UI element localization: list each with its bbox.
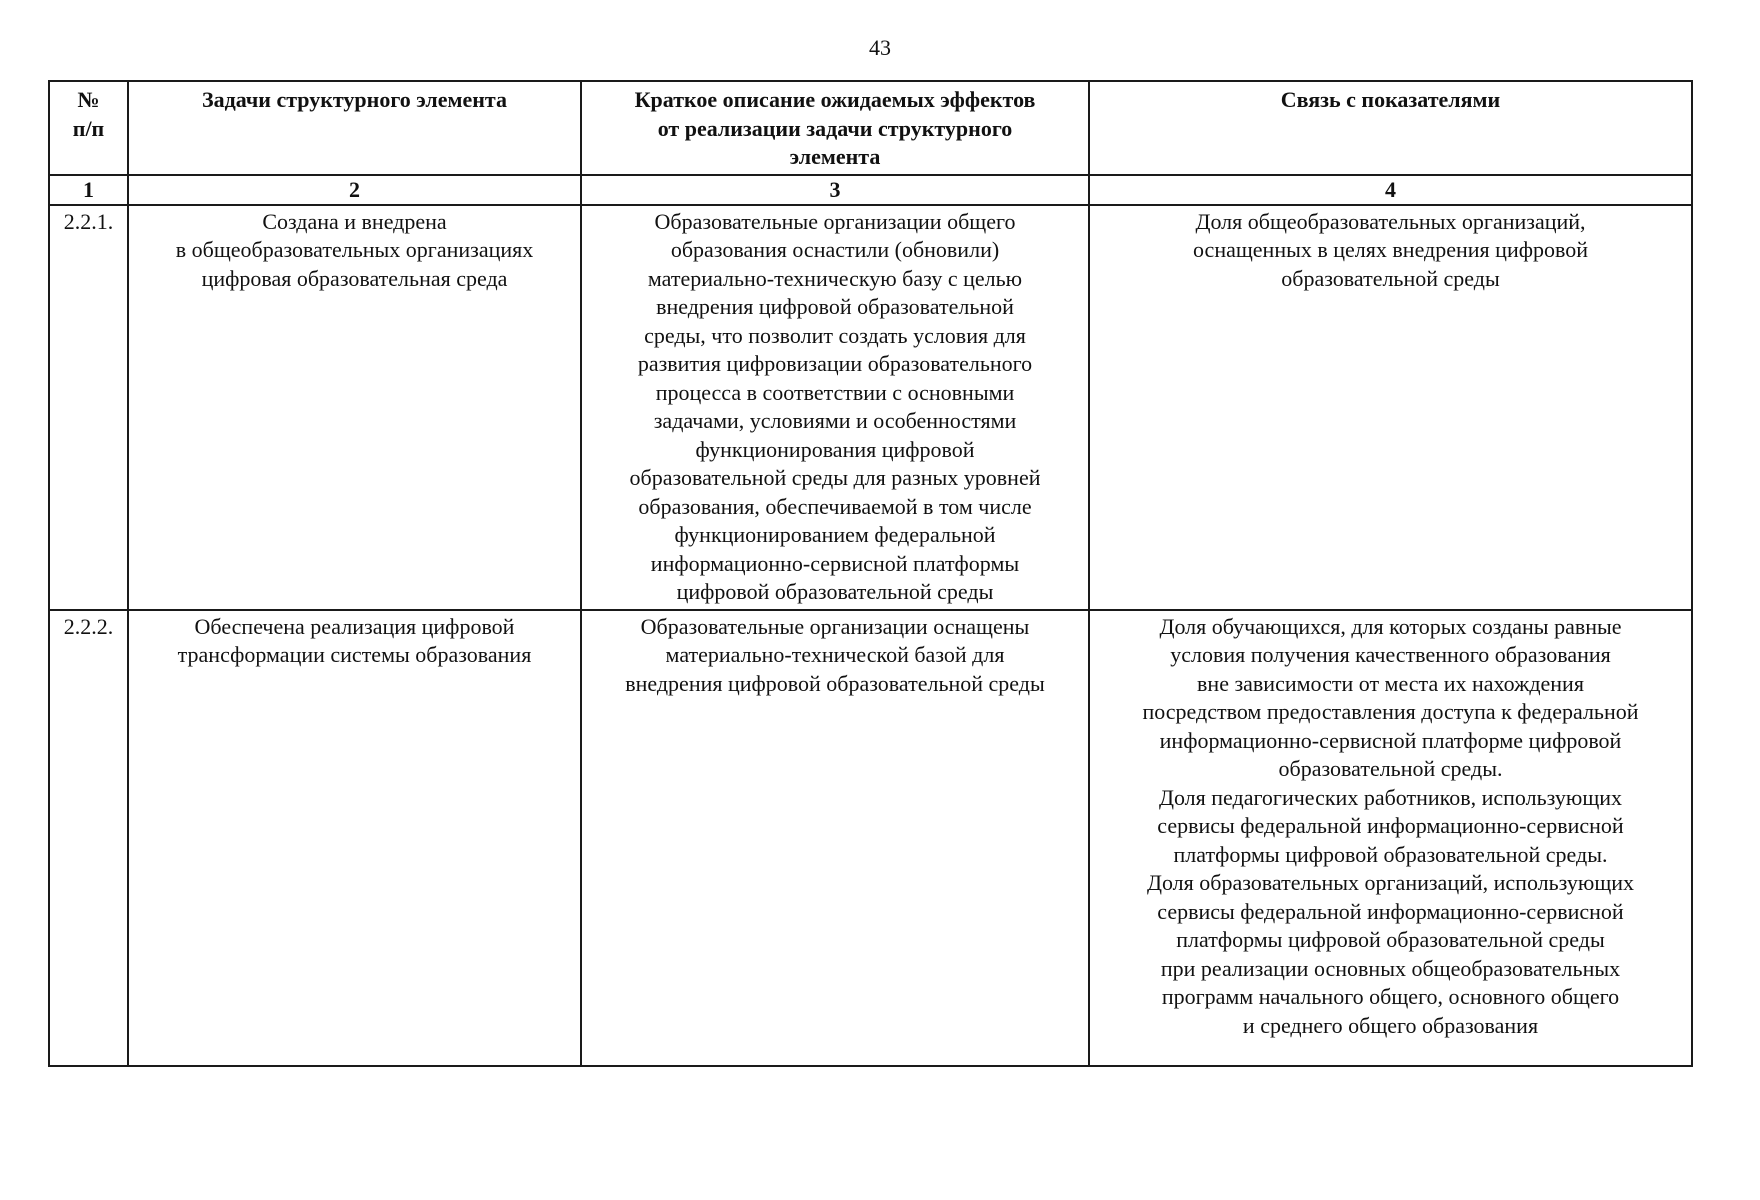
header-tasks: Задачи структурного элемента [128,81,581,175]
effect-cell: Образовательные организации оснащены материально-технической базой для внедрения цифровой образовательной среды [581,610,1089,1066]
indicator-cell: Доля общеобразовательных организаций, оснащенных в целях внедрения цифровой образовательной среды [1089,205,1692,610]
task-cell: Создана и внедрена в общеобразовательных организациях цифровая образовательная среда [128,205,581,610]
row-number: 2.2.1. [49,205,128,610]
column-number: 3 [581,175,1089,205]
header-effects: Краткое описание ожидаемых эффектов от реализации задачи структурного элемента [581,81,1089,175]
column-number: 2 [128,175,581,205]
table-row [49,610,1692,1066]
table-header-row [49,81,1692,175]
column-number-row [49,175,1692,205]
header-indicators: Связь с показателями [1089,81,1692,175]
indicator-cell: Доля обучающихся, для которых созданы равные условия получения качественного образования вне зависимости от места их нахождения посредством предоставления доступа к федеральной информационно-сервисной платформе цифровой образовательной среды. Доля педагогических работников, использующих сервисы федеральной информационно-сервисной платформы цифровой образовательной среды. Доля образовательных организаций, использующих сервисы федеральной информационно-сервисной платформы цифровой образовательной среды при реализации основных общеобразовательных программ начального общего, основного общего и среднего общего образования [1089,610,1692,1066]
table-row [49,205,1692,610]
task-cell: Обеспечена реализация цифровой трансформации системы образования [128,610,581,1066]
row-number: 2.2.2. [49,610,128,1066]
page-number: 43 [869,35,891,60]
effect-cell: Образовательные организации общего образования оснастили (обновили) материально-техническую базу с целью внедрения цифровой образовательной среды, что позволит создать условия для развития цифровизации образовательного процесса в соответствии с основными задачами, условиями и особенностями функционирования цифровой образовательной среды для разных уровней образования, обеспечиваемой в том числе функционированием федеральной информационно-сервисной платформы цифровой образовательной среды [581,205,1089,610]
header-num: № п/п [49,81,128,175]
column-number: 1 [49,175,128,205]
structural-element-table [48,80,1693,1067]
column-number: 4 [1089,175,1692,205]
